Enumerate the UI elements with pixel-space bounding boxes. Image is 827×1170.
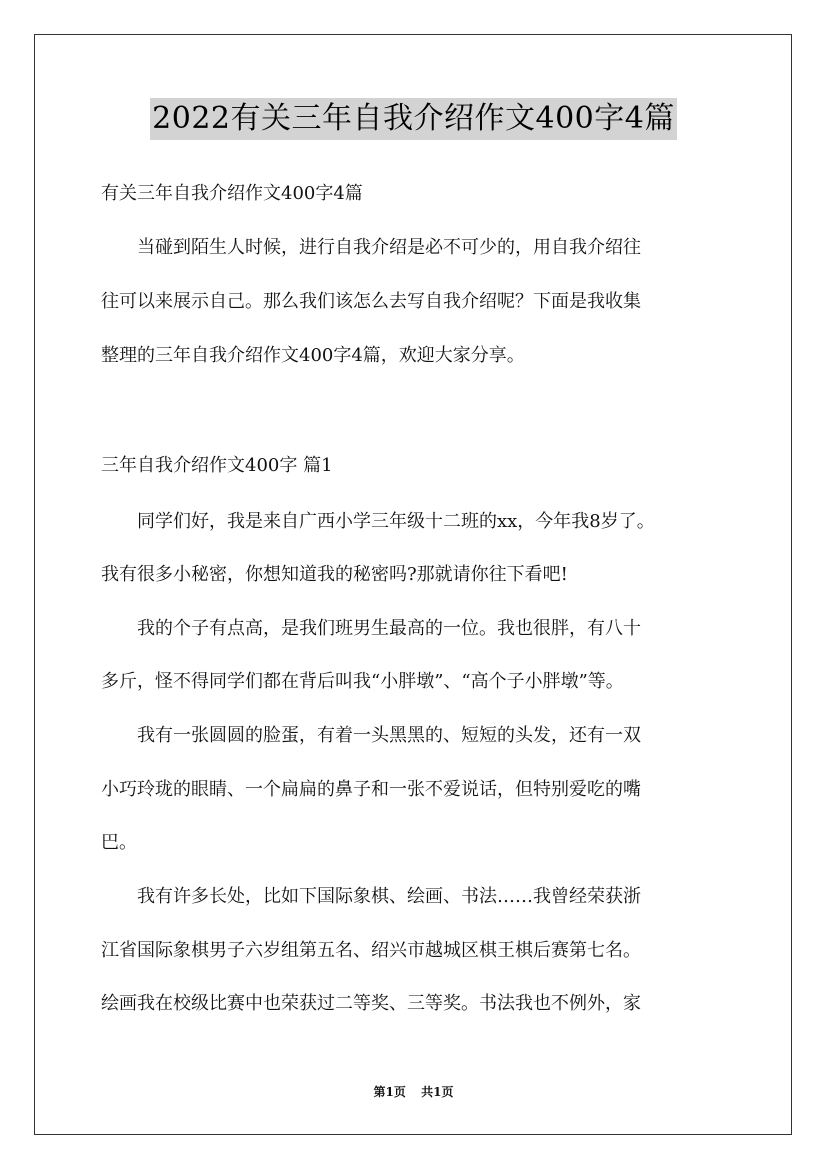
document-subtitle: 有关三年自我介绍作文400字4篇: [101, 183, 363, 204]
body-line-7: 巴。: [101, 832, 137, 853]
body-line-2: 我有很多小秘密，你想知道我的秘密吗?那就请你往下看吧!: [101, 564, 568, 585]
body-line-10: 绘画我在校级比赛中也荣获过二等奖、三等奖。书法我也不例外，家: [101, 993, 641, 1014]
body-line-4: 多斤，怪不得同学们都在背后叫我“小胖墩”、“高个子小胖墩”等。: [101, 671, 624, 692]
section-heading: 三年自我介绍作文400字 篇1: [101, 455, 333, 476]
body-line-8: 我有许多长处，比如下国际象棋、绘画、书法……我曾经荣获浙: [101, 886, 641, 907]
page-total: 共1页: [421, 1085, 454, 1099]
body-line-6: 小巧玲珑的眼睛、一个扁扁的鼻子和一张不爱说话，但特别爱吃的嘴: [101, 779, 641, 800]
body-line-9: 江省国际象棋男子六岁组第五名、绍兴市越城区棋王棋后赛第七名。: [101, 940, 641, 961]
intro-line-2: 往可以来展示自己。那么我们该怎么去写自我介绍呢？下面是我收集: [101, 291, 641, 312]
document-title: 2022有关三年自我介绍作文400字4篇: [150, 98, 677, 140]
body-line-3: 我的个子有点高，是我们班男生最高的一位。我也很胖，有八十: [101, 618, 641, 639]
body-line-1: 同学们好，我是来自广西小学三年级十二班的xx，今年我8岁了。: [101, 511, 655, 532]
page-number: 第1页: [373, 1085, 406, 1099]
page-footer: [0, 1083, 827, 1101]
body-line-5: 我有一张圆圆的脸蛋，有着一头黑黑的、短短的头发，还有一双: [101, 725, 641, 746]
intro-line-3: 整理的三年自我介绍作文400字4篇，欢迎大家分享。: [101, 345, 525, 366]
title-container: [0, 98, 827, 140]
intro-line-1: 当碰到陌生人时候，进行自我介绍是必不可少的，用自我介绍往: [101, 237, 641, 258]
